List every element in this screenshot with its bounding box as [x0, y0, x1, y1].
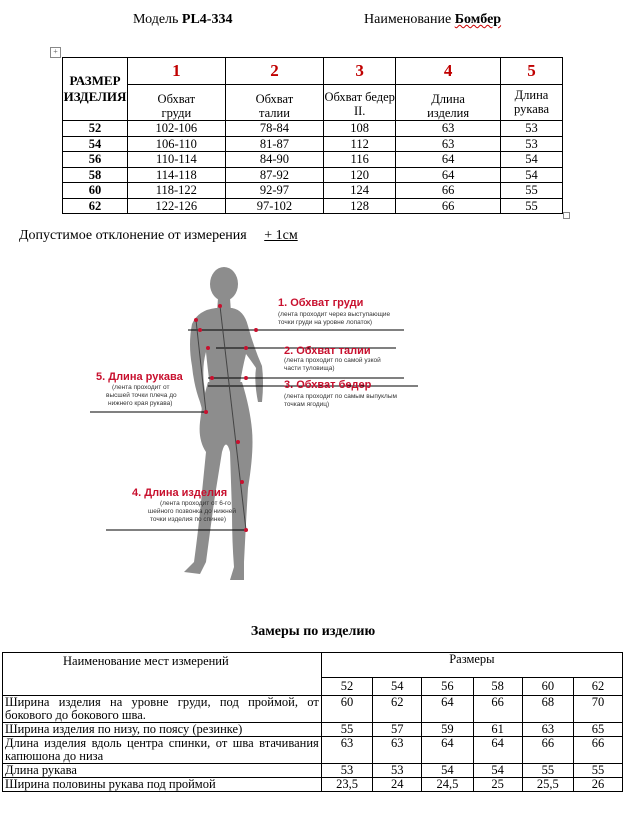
label-length-desc: (лента проходит от 6-го: [160, 500, 231, 507]
measure-cell: 55: [501, 198, 563, 214]
measurement-value: 24: [373, 778, 422, 792]
measurement-row: [3, 723, 623, 737]
size-cell: 58: [63, 167, 128, 183]
column-label: Длина изделия: [396, 85, 501, 121]
measurement-value: 23,5: [321, 778, 373, 792]
measure-cell: 92-97: [225, 183, 324, 199]
measurement-name: Ширина половины рукава под проймой: [3, 778, 322, 792]
measurement-value: 66: [522, 737, 574, 764]
column-number: 2: [225, 58, 324, 85]
measurement-value: 70: [574, 696, 623, 723]
label-sleeve-desc: (лента проходит от: [112, 384, 170, 391]
measurement-value: 24,5: [422, 778, 474, 792]
label-sleeve-desc: высшей точки плеча до: [106, 392, 177, 399]
measure-cell: 84-90: [225, 152, 324, 168]
measure-cell: 106-110: [128, 136, 226, 152]
label-hips-desc: (лента проходит по самым выпуклым: [284, 393, 397, 400]
garment-measurements-table: [2, 652, 623, 792]
measurement-value: 26: [574, 778, 623, 792]
measure-cell: 102-106: [128, 121, 226, 137]
size-column-header: 52: [321, 678, 373, 696]
label-length-desc: шейного позвонка до нижней: [148, 508, 236, 515]
measurement-value: 65: [574, 723, 623, 737]
name-header: Наименование мест измерений: [3, 653, 322, 696]
size-column-header: 60: [522, 678, 574, 696]
label-waist-desc: части туловища): [284, 365, 335, 372]
label-waist-title: 2. Обхват талии: [284, 345, 371, 357]
measurement-name: Ширина изделия по низу, по поясу (резинке): [3, 723, 322, 737]
column-label: Обхват бедер II.: [324, 85, 396, 121]
table-move-handle-icon[interactable]: +: [50, 47, 61, 58]
size-column-header: 62: [574, 678, 623, 696]
column-label: Обхват груди: [128, 85, 226, 121]
measure-cell: 122-126: [128, 198, 226, 214]
label-hips-title: 3. Обхват бедер: [284, 379, 372, 391]
measurement-value: 25: [473, 778, 522, 792]
column-label: Обхват талии: [225, 85, 324, 121]
measure-cell: 118-122: [128, 183, 226, 199]
size-column-header: 58: [473, 678, 522, 696]
measurement-value: 59: [422, 723, 474, 737]
measure-cell: 87-92: [225, 167, 324, 183]
measure-cell: 55: [501, 183, 563, 199]
column-number: 5: [501, 58, 563, 85]
measure-cell: 110-114: [128, 152, 226, 168]
measurement-value: 68: [522, 696, 574, 723]
measure-cell: 66: [396, 198, 501, 214]
measurement-value: 54: [473, 764, 522, 778]
size-row: [63, 136, 563, 152]
model-label: Модель: [133, 12, 179, 27]
measure-cell: 108: [324, 121, 396, 137]
body-silhouette: [184, 267, 263, 580]
label-chest-desc: точки груди на уровне лопаток): [278, 319, 373, 326]
tolerance-note: [19, 228, 298, 244]
size-row: [63, 167, 563, 183]
measurement-value: 64: [422, 696, 474, 723]
size-cell: 52: [63, 121, 128, 137]
measurement-value: 55: [574, 764, 623, 778]
size-row: [63, 198, 563, 214]
size-column-header: 54: [373, 678, 422, 696]
measurement-value: 54: [422, 764, 474, 778]
measurement-value: 53: [321, 764, 373, 778]
measure-cell: 66: [396, 183, 501, 199]
measurement-value: 53: [373, 764, 422, 778]
label-waist-desc: (лента проходит по самой узкой: [284, 357, 381, 364]
measure-cell: 128: [324, 198, 396, 214]
measurement-row: [3, 696, 623, 723]
label-sleeve-desc: нижнего края рукава): [108, 400, 173, 407]
measurement-value: 57: [373, 723, 422, 737]
model-value: PL4-334: [181, 12, 233, 27]
sizes-header: Размеры: [321, 653, 622, 678]
name-label: Наименование: [364, 12, 452, 27]
name-header: [364, 12, 501, 28]
size-column-header: 56: [422, 678, 474, 696]
measurement-value: 64: [473, 737, 522, 764]
measurement-value: 62: [373, 696, 422, 723]
measure-cell: 116: [324, 152, 396, 168]
label-sleeve-title: 5. Длина рукава: [96, 371, 183, 383]
label-length-desc: точки изделия по спинке): [150, 516, 227, 523]
measure-cell: 64: [396, 152, 501, 168]
measurement-value: 63: [522, 723, 574, 737]
measure-cell: 54: [501, 152, 563, 168]
measure-cell: 63: [396, 136, 501, 152]
size-cell: 54: [63, 136, 128, 152]
size-row: [63, 183, 563, 199]
size-cell: 56: [63, 152, 128, 168]
column-number: 3: [324, 58, 396, 85]
measure-cell: 114-118: [128, 167, 226, 183]
measurement-value: 25,5: [522, 778, 574, 792]
measurement-row: [3, 778, 623, 792]
measurement-value: 61: [473, 723, 522, 737]
size-row: [63, 152, 563, 168]
label-length-title: 4. Длина изделия: [132, 487, 228, 499]
label-chest-title: 1. Обхват груди: [278, 297, 364, 309]
size-row-header: РАЗМЕР ИЗДЕЛИЯ: [63, 58, 128, 121]
measure-cell: 81-87: [225, 136, 324, 152]
column-number: 1: [128, 58, 226, 85]
measure-cell: 97-102: [225, 198, 324, 214]
tolerance-value: + 1см: [264, 228, 298, 243]
measurement-figure: [88, 262, 428, 592]
size-cell: 60: [63, 183, 128, 199]
measurement-value: 64: [422, 737, 474, 764]
measurement-row: [3, 764, 623, 778]
label-chest-desc: (лента проходит через выступающие: [278, 311, 391, 318]
measure-cell: 53: [501, 136, 563, 152]
measurement-name: Длина изделия вдоль центра спинки, от шва втачивания капюшона до низа: [3, 737, 322, 764]
column-label: Длина рукава: [501, 85, 563, 121]
measurement-value: 63: [373, 737, 422, 764]
measure-cell: 54: [501, 167, 563, 183]
label-hips-desc: точкам ягодиц): [284, 401, 330, 408]
name-value: Бомбер: [454, 12, 502, 27]
measurements-title: Замеры по изделию: [250, 624, 376, 639]
measurement-value: 63: [321, 737, 373, 764]
column-number: 4: [396, 58, 501, 85]
measurement-value: 66: [574, 737, 623, 764]
measurement-value: 55: [321, 723, 373, 737]
measure-cell: 64: [396, 167, 501, 183]
measurement-value: 55: [522, 764, 574, 778]
measure-cell: 124: [324, 183, 396, 199]
measure-cell: 78-84: [225, 121, 324, 137]
measurement-name: Ширина изделия на уровне груди, под проймой, от бокового до бокового шва.: [3, 696, 322, 723]
measure-cell: 63: [396, 121, 501, 137]
size-row: [63, 121, 563, 137]
measurement-row: [3, 737, 623, 764]
measure-cell: 112: [324, 136, 396, 152]
measurement-value: 60: [321, 696, 373, 723]
table-resize-handle[interactable]: [563, 212, 570, 219]
measurement-value: 66: [473, 696, 522, 723]
size-chart-table: [62, 57, 563, 214]
model-header: [133, 12, 232, 28]
size-cell: 62: [63, 198, 128, 214]
measurement-name: Длина рукава: [3, 764, 322, 778]
tolerance-text: Допустимое отклонение от измерения: [19, 228, 247, 243]
measure-cell: 120: [324, 167, 396, 183]
measure-cell: 53: [501, 121, 563, 137]
